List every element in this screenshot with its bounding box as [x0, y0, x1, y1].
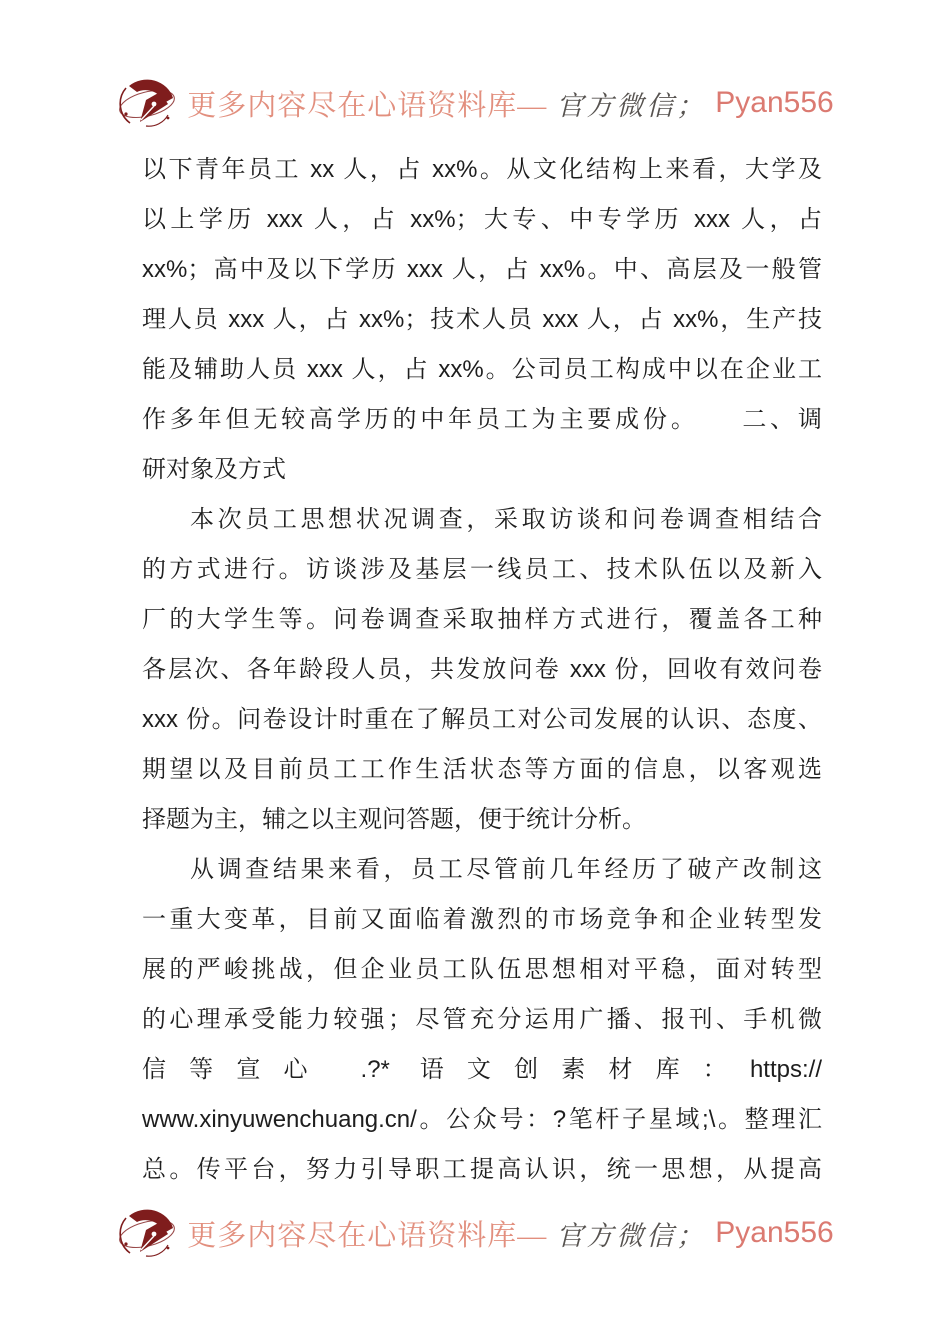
text-line: 能及辅助人员 xxx 人，占 xx%。公司员工构成中以在企业工	[142, 356, 822, 383]
document-body-text	[142, 145, 822, 1195]
watermark-wechat-label: 官方微信；	[556, 90, 707, 122]
text-line: 本次员工思想状况调查，采取访谈和问卷调查相结合	[190, 506, 822, 533]
watermark-footer	[0, 1202, 950, 1264]
text-line: 的方式进行。访谈涉及基层一线员工、技术队伍以及新入	[142, 556, 822, 583]
text-line: www.xinyuwenchuang.cn/。公众号：?笔杆子星域;\。整理汇	[142, 1106, 822, 1133]
text-line: 一重大变革，目前又面临着激烈的市场竞争和企业转型发	[142, 906, 822, 933]
watermark-wechat-id: Pyan556	[715, 1216, 834, 1249]
watermark-text: 更多内容尽在心语资料库—	[187, 1219, 548, 1252]
text-line: 从调查结果来看，员工尽管前几年经历了破产改制这	[190, 856, 822, 883]
watermark-text: 更多内容尽在心语资料库—	[187, 89, 548, 122]
text-line: xxx 份。问卷设计时重在了解员工对公司发展的认识、态度、	[142, 706, 822, 733]
text-line: 信等宣心 .?* 语文创素材库：https://	[142, 1056, 822, 1083]
text-line: 理人员 xxx 人，占 xx%；技术人员 xxx 人，占 xx%，生产技	[142, 306, 822, 333]
text-line: 的心理承受能力较强；尽管充分运用广播、报刊、手机微	[142, 1006, 822, 1033]
watermark-header	[0, 72, 950, 134]
watermark-wechat-label: 官方微信；	[556, 1220, 707, 1252]
pen-nib-logo-icon	[116, 1204, 178, 1262]
text-line: 以下青年员工 xx 人，占 xx%。从文化结构上来看，大学及	[142, 156, 822, 183]
text-line: 总。传平台，努力引导职工提高认识，统一思想，从提高	[142, 1156, 822, 1183]
text-line: 厂的大学生等。问卷调查采取抽样方式进行，覆盖各工种	[142, 606, 822, 633]
text-line: 作多年但无较高学历的中年员工为主要成份。 二、调	[142, 406, 822, 433]
text-line: xx%；高中及以下学历 xxx 人，占 xx%。中、高层及一般管	[142, 256, 822, 283]
text-line: 各层次、各年龄段人员，共发放问卷 xxx 份，回收有效问卷	[142, 656, 822, 683]
pen-nib-logo-icon	[116, 74, 178, 132]
watermark-wechat-id: Pyan556	[715, 86, 834, 119]
text-line: 以上学历 xxx 人，占 xx%；大专、中专学历 xxx 人，占	[142, 206, 822, 233]
text-line: 期望以及目前员工工作生活状态等方面的信息，以客观选	[142, 756, 822, 783]
text-line: 展的严峻挑战，但企业员工队伍思想相对平稳，面对转型	[142, 956, 822, 983]
text-line: 择题为主，辅之以主观问答题，便于统计分析。	[142, 806, 646, 833]
text-line: 研对象及方式	[142, 456, 286, 483]
